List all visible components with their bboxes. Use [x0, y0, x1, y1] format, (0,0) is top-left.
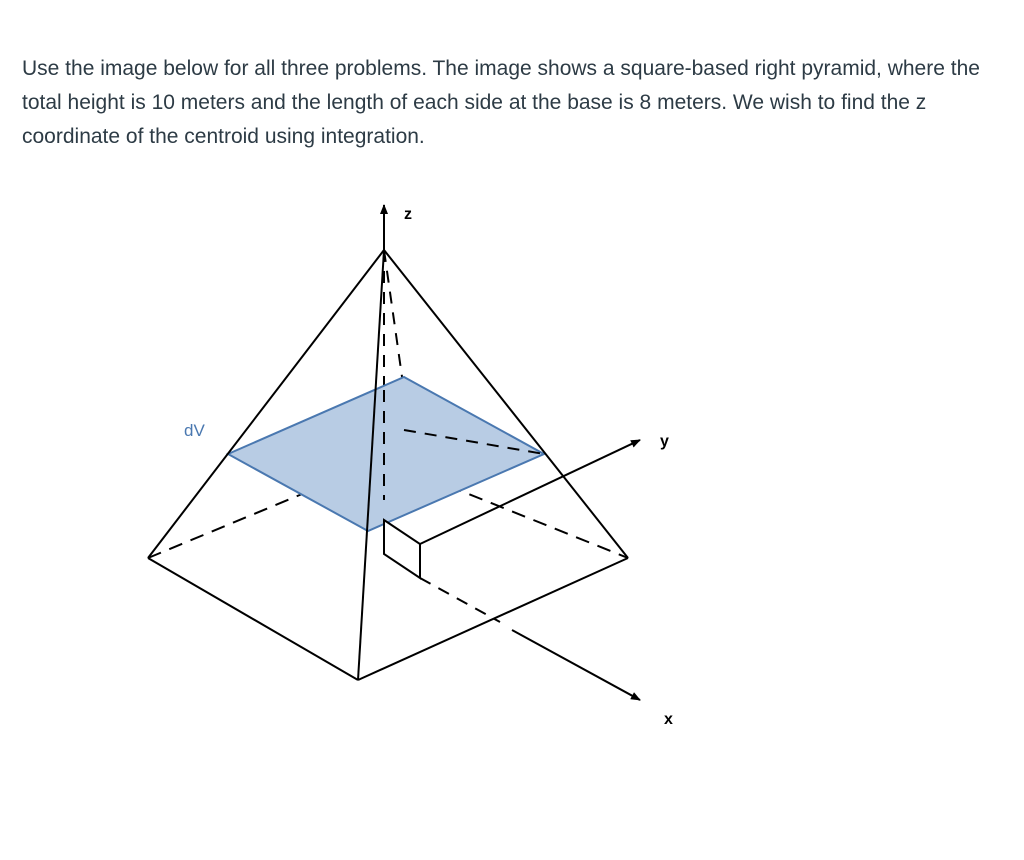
hidden-x-axis-segment — [420, 578, 500, 622]
x-axis-label: x — [664, 711, 673, 728]
problem-statement: Use the image below for all three problems. The image shows a square-based right pyramid, where the total height is 10 meters and the length of each side at the base is 8 meters. We wish to find the z coordinate of the centroid using integration. — [22, 57, 980, 148]
y-axis-label: y — [660, 433, 669, 450]
x-axis — [512, 630, 640, 700]
visible-base-edge-front-left — [148, 558, 358, 680]
dv-label: dV — [184, 421, 205, 440]
visible-base-edge-front-right — [358, 558, 628, 680]
volume-element-box — [384, 520, 420, 578]
z-axis-label: z — [404, 206, 412, 223]
